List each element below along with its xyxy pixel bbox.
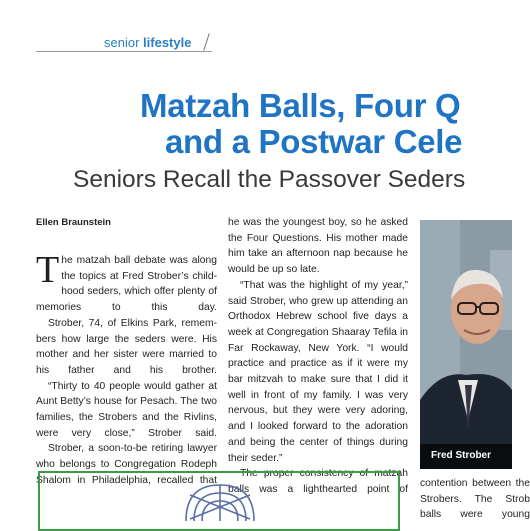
subheadline: Seniors Recall the Passover Seders — [73, 166, 466, 193]
drop-cap: T — [36, 249, 60, 291]
paragraph — [36, 249, 217, 316]
paragraph: “That was the highlight of my year,” said Strober, who grew up attending an Orthodox Hebrew school five days a week at Congregation Shaaray Tefila in Far Rockaway, New York. “I would practice and practice as if it were my bar mitzvah to make sure that I did it well in front of my family. I was very nervous, but they were very adoring, and I looked forward to the adoration and being the center of things during their seder.” — [228, 279, 408, 464]
paragraph-text: he matzah ball debate was along the topics at Fred Strober’s child-hood seders, which offer plenty of memories to this day. — [36, 255, 217, 314]
photo-caption: Fred Strober — [431, 450, 492, 461]
paragraph: contention between the Strobers. The Strob balls were young — [420, 478, 530, 521]
article-column-3 — [420, 476, 530, 523]
paragraph: Strober, a soon-to-be retiring lawyer who belongs to Congregation Rodeph Shalom in Philadelphia, recalled that — [36, 443, 217, 486]
decorative-emblem-icon — [180, 481, 260, 521]
byline: Ellen Braunstein — [36, 217, 111, 228]
paragraph: Strober, 74, of Elkins Park, remem-bers how large the seders were. His mother and her sister were married to his father and his brother. — [36, 317, 217, 376]
paragraph: The proper consistency of matzah balls was a lighthearted point of — [228, 468, 408, 495]
paragraph: “Thirty to 40 people would gather at Aunt Betty’s house for Pesach. The two families, the Strobers and the Rivlins, were very close,” Strober said. — [36, 380, 217, 439]
sidebar-box — [38, 471, 400, 531]
article-column-2 — [228, 215, 408, 498]
portrait-illustration — [420, 220, 512, 469]
section-rule — [36, 51, 212, 52]
headline-line-1: Matzah Balls, Four Q — [140, 87, 461, 124]
section-label-bold: lifestyle — [143, 35, 192, 50]
section-label — [104, 35, 191, 50]
article-column-1 — [36, 249, 217, 489]
portrait-photo — [420, 220, 512, 469]
section-label-regular: senior — [104, 35, 140, 50]
paragraph: he was the youngest boy, so he asked the Four Questions. His mother made him take an afternoon nap because he would be up so late. — [228, 217, 408, 276]
section-slash — [203, 33, 210, 50]
headline-line-2: and a Postwar Cele — [165, 123, 463, 160]
